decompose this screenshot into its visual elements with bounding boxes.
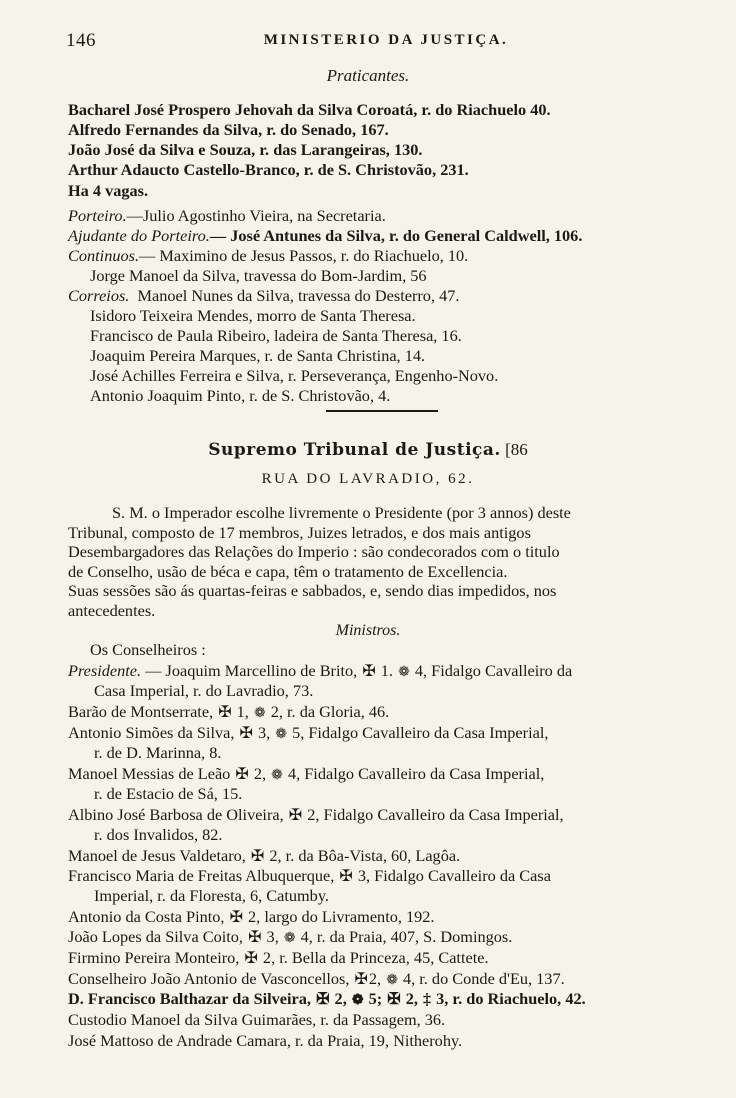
minister-text: 1,: [232, 702, 253, 721]
minister-text: 5, Fidalgo Cavalleiro da Casa Imperial,: [288, 723, 549, 742]
minister-entry: [68, 764, 544, 786]
cross-icon: ✠: [218, 704, 232, 721]
ajudante-text: — José Antunes da Silva, r. do General Caldwell, 106.: [209, 226, 583, 245]
paragraph-line: Suas sessões são ás quartas-feiras e sabbados, e, sendo dias impedidos, nos: [68, 581, 557, 600]
paragraph-line: S. M. o Imperador escolhe livremente o Presidente (por 3 annos) deste: [112, 503, 571, 522]
minister-text: 2, r. da Gloria, 46.: [266, 702, 390, 721]
continuos-text: — Maximino de Jesus Passos, r. do Riachuelo, 10.: [139, 246, 469, 265]
paragraph-line: Tribunal, composto de 17 membros, Juizes letrados, e dos mais antigos: [68, 522, 531, 542]
minister-text: 3,: [253, 723, 275, 742]
continuos-label: Continuos.: [68, 246, 140, 265]
court-address: RUA DO LAVRADIO, 62.: [261, 471, 475, 487]
paragraph-line: Desembargadores das Relações do Imperio : são condecorados com o titulo: [68, 542, 560, 561]
minister-name: Francisco Maria de Freitas Albuquerque,: [68, 866, 339, 885]
cross-icon: ✠: [316, 991, 330, 1008]
minister-entry: [68, 805, 564, 826]
correio-entry: Joaquim Pereira Marques, r. de Santa Christina, 14.: [90, 346, 426, 365]
porteiro-label: Porteiro.: [68, 206, 127, 225]
minister-name: Antonio da Costa Pinto,: [68, 907, 229, 926]
correio-entry: José Achilles Ferreira e Silva, r. Perseverança, Engenho-Novo.: [90, 366, 499, 385]
praticante-entry: João José da Silva e Souza, r. das Larangeiras, 130.: [68, 140, 423, 159]
minister-name: Antonio Simões da Silva,: [68, 723, 239, 742]
praticante-entry: Alfredo Fernandes da Silva, r. do Senado, 167.: [68, 120, 389, 139]
minister-name: Conselheiro João Antonio de Vasconcellos,: [68, 969, 354, 988]
minister-text: 2, Fidalgo Cavalleiro da Casa Imperial,: [303, 805, 564, 824]
minister-entry: [68, 866, 551, 887]
section-heading-ministros: Ministros.: [335, 622, 401, 639]
praticante-entry: Arthur Adaucto Castello-Branco, r. de S. Christovão, 231.: [68, 160, 469, 179]
minister-entry: José Mattoso de Andrade Camara, r. da Praia, 19, Nitherohy.: [68, 1031, 463, 1050]
page-header: [66, 30, 706, 56]
minister-text: 4, Fidalgo Cavalleiro da: [410, 661, 573, 680]
cross-icon: ✠: [387, 991, 401, 1008]
minister-name: João Lopes da Silva Coito,: [68, 927, 248, 946]
porteiro-entry: [68, 206, 386, 226]
minister-text: 2,: [330, 989, 351, 1008]
court-number: [86: [505, 440, 528, 459]
paragraph-line: antecedentes.: [68, 600, 156, 620]
minister-entry: [68, 846, 460, 867]
cross-icon: ✠: [354, 971, 368, 988]
minister-entry-cont: r. dos Invalidos, 82.: [94, 825, 223, 844]
medal-icon: ❁: [351, 993, 364, 1008]
minister-entry: Custodio Manoel da Silva Guimarães, r. da Passagem, 36.: [68, 1010, 446, 1029]
minister-name: Manoel Messias de Leão: [68, 764, 235, 783]
cross-icon: ✠: [362, 663, 376, 680]
presidente-label: Presidente.: [68, 661, 142, 680]
minister-entry: [68, 661, 572, 683]
paragraph-line: de Conselho, usão de béca e capa, têm o tratamento de Excellencia.: [68, 561, 508, 581]
praticante-entry: Bacharel José Prospero Jehovah da Silva Coroatá, r. do Riachuelo 40.: [68, 100, 551, 119]
correio-entry: Isidoro Teixeira Mendes, morro de Santa Theresa.: [90, 306, 416, 325]
medal-icon: ❁: [275, 727, 287, 742]
minister-name: Barão de Montserrate,: [68, 702, 218, 721]
minister-entry: [68, 723, 548, 745]
minister-entry: [68, 989, 586, 1011]
minister-name: — Joaquim Marcellino de Brito,: [141, 661, 362, 680]
minister-text: 5;: [364, 989, 387, 1008]
minister-name: Albino José Barbosa de Oliveira,: [68, 805, 288, 824]
minister-text: 2,: [401, 989, 423, 1008]
minister-text: 3, r. do Riachuelo, 42.: [432, 989, 586, 1008]
minister-text: 3, Fidalgo Cavalleiro da Casa: [353, 866, 551, 885]
minister-text: 1.: [376, 661, 398, 680]
minister-entry-cont: Casa Imperial, r. do Lavradio, 73.: [94, 681, 314, 700]
ajudante-entry: [68, 226, 582, 246]
medal-icon: ❁: [271, 768, 283, 783]
minister-text: 4, Fidalgo Cavalleiro da Casa Imperial,: [283, 764, 545, 783]
minister-entry: [68, 927, 512, 949]
minister-entry: [68, 969, 565, 991]
minister-text: 2,: [249, 764, 271, 783]
minister-text: 2,: [368, 969, 386, 988]
correio-entry: Antonio Joaquim Pinto, r. de S. Christovão, 4.: [90, 386, 391, 405]
medal-icon: ❁: [253, 706, 266, 721]
court-title: [0, 440, 736, 460]
medal-icon: ❁: [386, 973, 398, 988]
minister-entry: [68, 907, 435, 928]
small-cross-icon: ‡: [423, 991, 432, 1008]
correios-text: Manoel Nunes da Silva, travessa do Desterro, 47.: [137, 286, 460, 305]
cross-icon: ✠: [339, 868, 353, 885]
section-heading-praticantes: Praticantes.: [326, 66, 410, 85]
cross-icon: ✠: [288, 807, 303, 824]
court-name: Supremo Tribunal de Justiça.: [208, 440, 501, 460]
cross-icon: ✠: [248, 929, 262, 946]
minister-entry: [68, 702, 389, 724]
minister-text: 2, largo do Livramento, 192.: [243, 907, 435, 926]
conselheiros-label: Os Conselheiros :: [90, 640, 206, 659]
minister-text: 3,: [262, 927, 283, 946]
cross-icon: ✠: [239, 725, 253, 742]
minister-text: 4, r. da Praia, 407, S. Domingos.: [296, 927, 513, 946]
ajudante-label: Ajudante do Porteiro.: [68, 226, 210, 245]
correio-entry: Francisco de Paula Ribeiro, ladeira de Santa Theresa, 16.: [90, 326, 462, 345]
medal-icon: ❁: [283, 931, 296, 946]
section-divider: [326, 410, 438, 412]
minister-text: 2, r. Bella da Princeza, 45, Cattete.: [258, 948, 489, 967]
medal-icon: ❁: [398, 665, 410, 680]
vacancy-note: Ha 4 vagas.: [68, 181, 149, 200]
running-title: MINISTERIO DA JUSTIÇA.: [263, 32, 509, 48]
cross-icon: ✠: [244, 950, 258, 967]
cross-icon: ✠: [235, 766, 249, 783]
court-description: [68, 503, 708, 620]
minister-text: 4, r. do Conde d'Eu, 137.: [398, 969, 565, 988]
minister-name: Manoel de Jesus Valdetaro,: [68, 846, 250, 865]
minister-text: 2, r. da Bôa-Vista, 60, Lagôa.: [265, 846, 461, 865]
page-number: 146: [66, 30, 96, 51]
minister-entry-cont: Imperial, r. da Floresta, 6, Catumby.: [94, 886, 329, 905]
minister-name: Firmino Pereira Monteiro,: [68, 948, 244, 967]
continuos-entry-2: Jorge Manoel da Silva, travessa do Bom-Jardim, 56: [90, 266, 427, 285]
correios-label: Correios.: [68, 286, 130, 305]
minister-entry-cont: r. de D. Marinna, 8.: [94, 743, 222, 762]
minister-entry-cont: r. de Estacio de Sá, 15.: [94, 784, 243, 803]
minister-name: D. Francisco Balthazar da Silveira,: [68, 989, 316, 1008]
cross-icon: ✠: [250, 848, 265, 865]
continuos-entry: [68, 246, 468, 266]
porteiro-text: —Julio Agostinho Vieira, na Secretaria.: [126, 206, 386, 225]
cross-icon: ✠: [229, 909, 243, 926]
minister-entry: [68, 948, 489, 969]
correios-entry: [68, 286, 459, 306]
